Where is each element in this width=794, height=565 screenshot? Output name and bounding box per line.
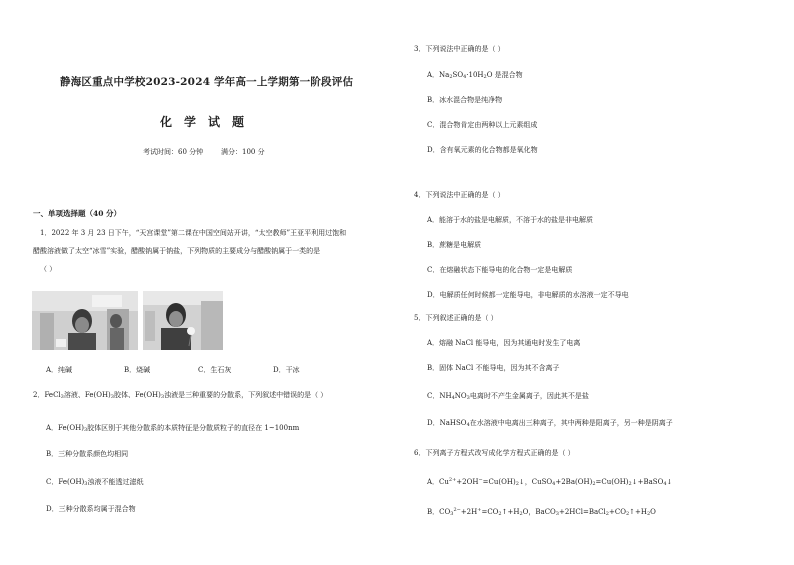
q6-option-a: A．$Cu^{2+}+2OH^-=Cu(OH)_2↓$，$CuSO_4+2Ba(OH)_2=Cu(OH)_2↓+BaSO_4↓$ [427,477,673,487]
subject-title: 化学试题 [160,115,257,129]
exam-time: 考试时间：60 分钟 [143,148,204,156]
q5-option-b: B．固体 NaCl 不能导电，因为其不含离子 [427,364,560,372]
q1-option-b: B．烧碱 [124,366,151,374]
q1-option-d: D．干冰 [273,366,300,374]
q5-stem: 5．下列叙述正确的是（ ） [414,314,498,322]
q3-option-d: D．含有氧元素的化合物都是氧化物 [427,146,538,154]
q4-stem: 4．下列说法中正确的是（ ） [414,191,505,199]
q4-option-b: B．蔗糖是电解质 [427,241,482,249]
q4-option-a: A．能溶于水的盐是电解质，不溶于水的盐是非电解质 [427,216,594,224]
q6-stem: 6．下列离子方程式改写成化学方程式正确的是（ ） [414,449,575,457]
q2-option-b: B．三种分散系颜色均相同 [46,450,129,458]
q2-option-c: C．$Fe(OH)_3$浊液不能透过滤纸 [46,478,144,487]
q1-photo-left [32,291,138,350]
q1-photo-right [143,291,223,350]
q4-option-c: C．在熔融状态下能导电的化合物一定是电解质 [427,266,573,274]
full-score: 满分：100 分 [221,148,265,156]
q3-option-a: A．$Na_2SO_4\cdot 10H_2O$ 是混合物 [427,71,523,80]
q4-option-d: D．电解质任何时候都一定能导电，非电解质的水溶液一定不导电 [427,291,629,299]
q5-option-d: D．NaHSO$_4$在水溶液中电离出三种离子，其中两种是阳离子，另一种是阴离子 [427,419,673,428]
q6-option-b: B．$CO_3^{2-}+2H^+=CO_2↑+H_2O$，$BaCO_3+2HCl=BaCl_2+CO_2↑+H_2O$ [427,507,656,517]
q1-option-c: C．生石灰 [198,366,232,374]
q3-option-c: C．混合物肯定由两种以上元素组成 [427,121,538,129]
q1-option-a: A．纯碱 [46,366,73,374]
exam-title: 静海区重点中学校2023-2024 学年高一上学期第一阶段评估 [60,76,354,88]
q5-option-a: A．熔融 NaCl 能导电，因为其通电时发生了电离 [427,339,581,347]
q5-option-c: C．$NH_4NO_3$电离时不产生金属离子，因此其不是盐 [427,392,589,401]
q2-option-d: D．三种分散系均属于混合物 [46,505,136,513]
q3-option-b: B．冰水混合物是纯净物 [427,96,503,104]
q1-stem-line2: 醋酸溶液做了太空“冰雪”实验，醋酸钠属于钠盐，下列物质的主要成分与醋酸钠属于一类的是 [33,247,321,255]
section-heading: 一、单项选择题（40 分） [33,209,122,218]
q2-option-a: A．$Fe(OH)_3$胶体区别于其他分散系的本质特征是分散质粒子的直径在 1~100nm [46,424,300,433]
q2-stem: 2．FeCl$_3$溶液、$Fe(OH)_3$胶体、$Fe(OH)_3$浊液是三种重要的分散系，下列叙述中错误的是（ ） [33,391,328,400]
q1-stem-line1: 1．2022 年 3 月 23 日下午，“天宫课堂”第二课在中国空间站开讲，“太空教师”王亚平利用过饱和 [40,229,347,237]
q3-stem: 3．下列说法中正确的是（ ） [414,45,505,53]
q1-paren: （ ） [40,265,57,273]
